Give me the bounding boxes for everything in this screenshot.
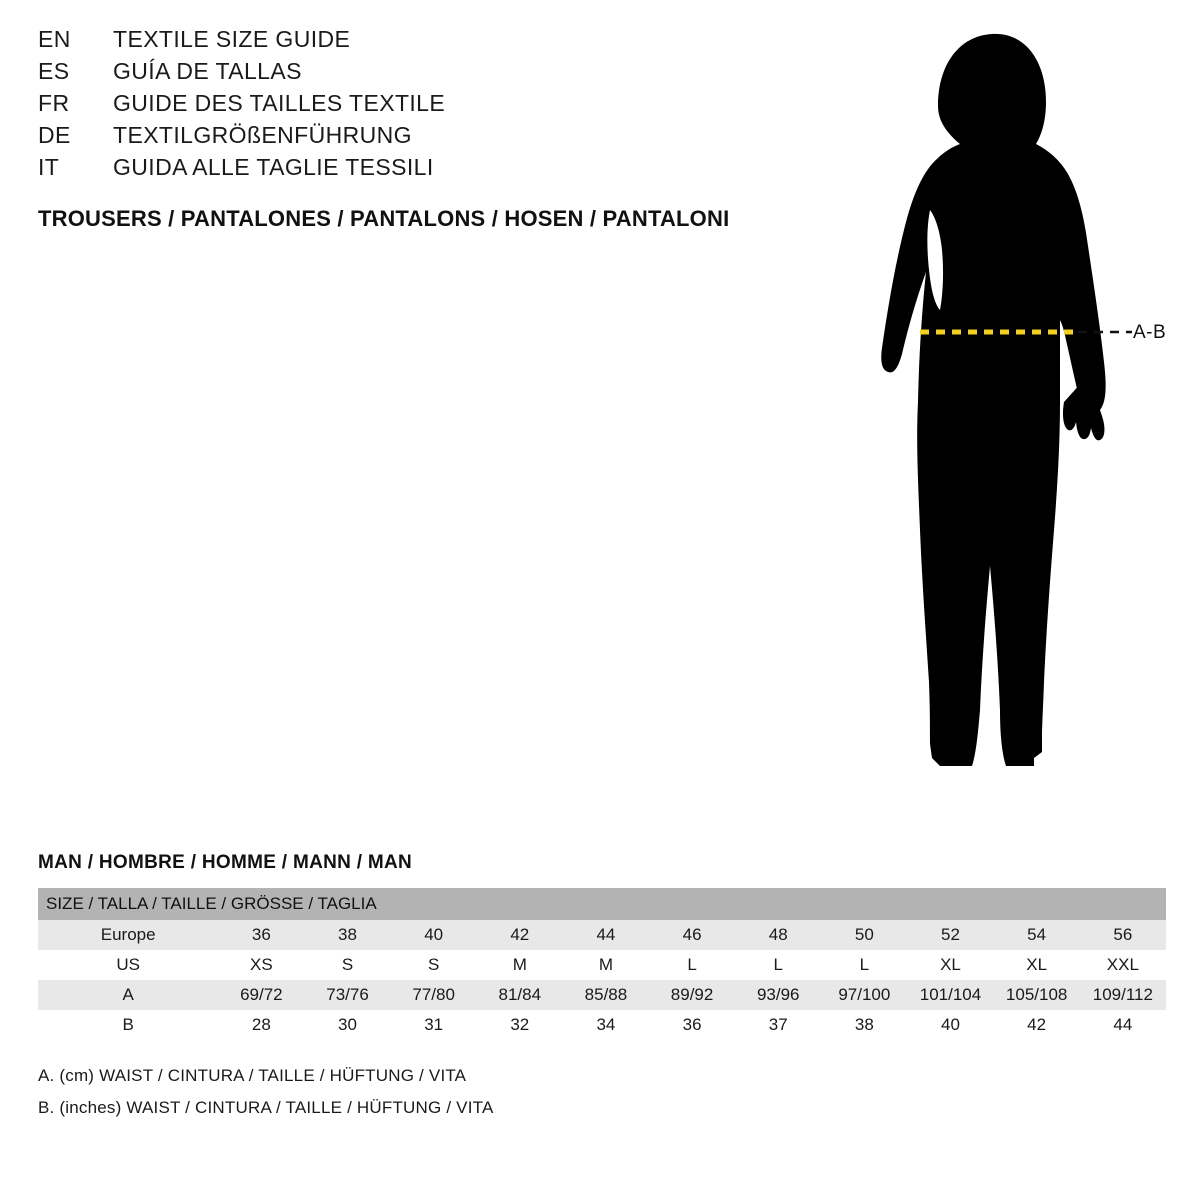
language-title: GUIDA ALLE TAGLIE TESSILI (113, 154, 434, 180)
row-label: B (38, 1010, 218, 1040)
table-cell: 77/80 (391, 980, 477, 1010)
table-header-row (38, 888, 1166, 920)
table-cell: 38 (304, 920, 390, 950)
table-cell: 85/88 (563, 980, 649, 1010)
language-row (38, 58, 838, 90)
row-label: A (38, 980, 218, 1010)
language-title: TEXTILE SIZE GUIDE (113, 26, 351, 52)
table-cell: 54 (994, 920, 1080, 950)
table-header-label: SIZE / TALLA / TAILLE / GRÖSSE / TAGLIA (38, 888, 1166, 920)
table-cell: XS (218, 950, 304, 980)
table-cell: 34 (563, 1010, 649, 1040)
table-row (38, 950, 1166, 980)
table-cell: 40 (907, 1010, 993, 1040)
table-cell: 73/76 (304, 980, 390, 1010)
language-row (38, 26, 838, 58)
footnote-b: B. (inches) WAIST / CINTURA / TAILLE / HÜFTUNG / VITA (38, 1098, 494, 1117)
table-cell: 81/84 (477, 980, 563, 1010)
table-cell: 50 (821, 920, 907, 950)
measure-label-ab: A-B (1133, 322, 1167, 343)
table-cell: 109/112 (1080, 980, 1166, 1010)
table-cell: S (391, 950, 477, 980)
table-cell: 69/72 (218, 980, 304, 1010)
table-cell: 101/104 (907, 980, 993, 1010)
table-cell: 36 (218, 920, 304, 950)
table-cell: 48 (735, 920, 821, 950)
row-label: US (38, 950, 218, 980)
garment-type-subtitle: TROUSERS / PANTALONES / PANTALONS / HOSEN / PANTALONI (38, 206, 730, 231)
table-cell: 105/108 (994, 980, 1080, 1010)
table-cell: L (649, 950, 735, 980)
language-code: EN (38, 26, 71, 52)
footnotes-block (38, 1066, 1166, 1118)
table-cell: L (735, 950, 821, 980)
table-cell: 32 (477, 1010, 563, 1040)
table-row (38, 920, 1166, 950)
language-title: GUÍA DE TALLAS (113, 58, 302, 84)
table-cell: 38 (821, 1010, 907, 1040)
table-caption: MAN / HOMBRE / HOMME / MANN / MAN (38, 852, 413, 873)
table-cell: 46 (649, 920, 735, 950)
language-code: IT (38, 154, 60, 180)
table-cell: 28 (218, 1010, 304, 1040)
table-cell: 97/100 (821, 980, 907, 1010)
size-table-section (38, 852, 1166, 1130)
language-code: FR (38, 90, 70, 116)
table-cell: 44 (563, 920, 649, 950)
language-row (38, 154, 838, 186)
table-cell: 37 (735, 1010, 821, 1040)
table-cell: 30 (304, 1010, 390, 1040)
table-row (38, 980, 1166, 1010)
size-table (38, 888, 1166, 1040)
table-cell: 36 (649, 1010, 735, 1040)
table-cell: 40 (391, 920, 477, 950)
table-cell: 89/92 (649, 980, 735, 1010)
table-cell: S (304, 950, 390, 980)
table-cell: 42 (994, 1010, 1080, 1040)
language-row (38, 90, 838, 122)
table-cell: M (477, 950, 563, 980)
table-cell: 44 (1080, 1010, 1166, 1040)
table-cell: 93/96 (735, 980, 821, 1010)
language-title: TEXTILGRÖßENFÜHRUNG (113, 122, 412, 148)
row-label: Europe (38, 920, 218, 950)
table-cell: 31 (391, 1010, 477, 1040)
language-row (38, 122, 838, 154)
language-code: DE (38, 122, 71, 148)
table-cell: XL (994, 950, 1080, 980)
man-silhouette-icon (810, 10, 1200, 810)
table-cell: L (821, 950, 907, 980)
table-cell: XL (907, 950, 993, 980)
table-cell: 52 (907, 920, 993, 950)
table-row (38, 1010, 1166, 1040)
language-code: ES (38, 58, 70, 84)
table-cell: 42 (477, 920, 563, 950)
table-cell: XXL (1080, 950, 1166, 980)
table-cell: M (563, 950, 649, 980)
header-block (38, 26, 838, 232)
figure-illustration (810, 10, 1200, 810)
footnote-a: A. (cm) WAIST / CINTURA / TAILLE / HÜFTUNG / VITA (38, 1066, 467, 1085)
table-cell: 56 (1080, 920, 1166, 950)
language-title: GUIDE DES TAILLES TEXTILE (113, 90, 446, 116)
